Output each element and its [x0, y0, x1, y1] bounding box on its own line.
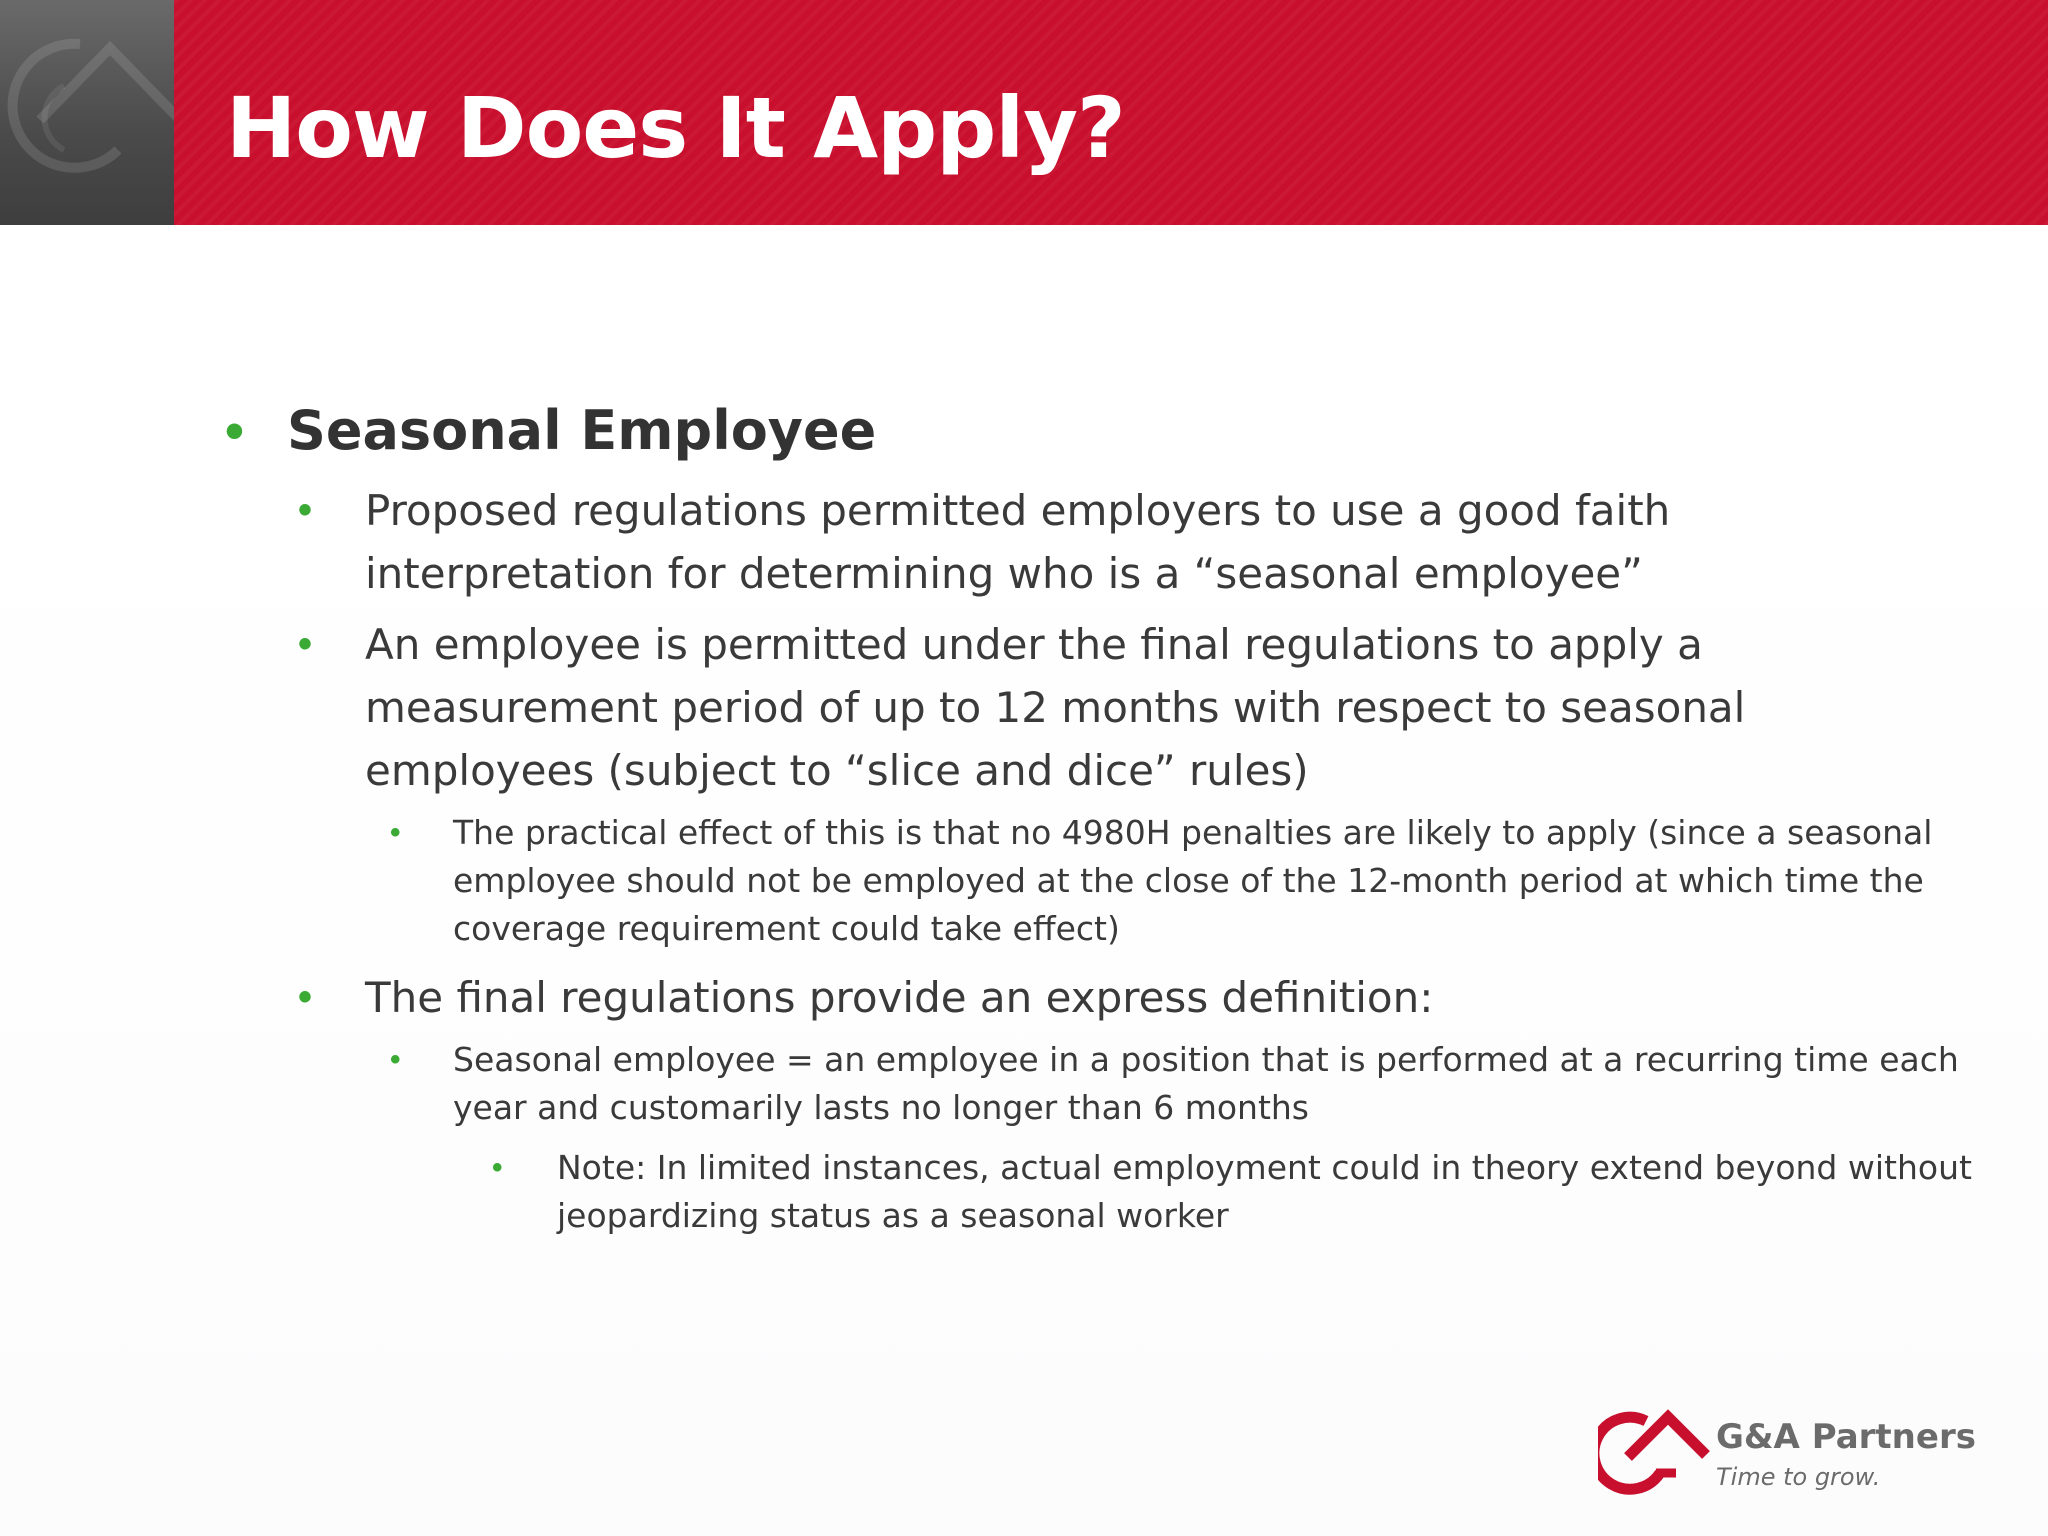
bullet-dot: •: [298, 622, 313, 666]
bullet-line: An employee is permitted under the final regulations to apply a: [365, 620, 1703, 669]
bullet-express-definition: [365, 966, 1845, 1029]
bullet-dot: •: [225, 401, 244, 461]
header-banner: [0, 0, 2048, 225]
bullet-dot: •: [298, 488, 313, 532]
bullet-line: Proposed regulations permitted employers to use a good faith: [365, 486, 1671, 535]
bullet-line: interpretation for determining who is a “seasonal employee”: [365, 549, 1643, 598]
bullet-seasonal-definition: [453, 1036, 1973, 1132]
bullet-line: The final regulations provide an express definition:: [365, 973, 1434, 1022]
bullet-proposed-regulations: [365, 479, 1845, 605]
brand-logo: [1598, 1405, 1976, 1495]
bullet-dot: •: [390, 816, 401, 849]
section-heading: Seasonal Employee: [287, 399, 877, 462]
header-logo-watermark: [0, 0, 174, 225]
bullet-note-limited-instances: [557, 1144, 1997, 1240]
bullet-line: jeopardizing status as a seasonal worker: [557, 1196, 1229, 1235]
bullet-measurement-period: [365, 613, 1845, 802]
bullet-line: coverage requirement could take effect): [453, 909, 1120, 948]
brand-name: G&A Partners: [1716, 1417, 1976, 1457]
page-title: How Does It Apply?: [226, 79, 1125, 177]
bullet-line: Seasonal employee = an employee in a position that is performed at a recurring time each: [453, 1040, 1959, 1079]
bullet-dot: •: [298, 975, 313, 1019]
bullet-line: year and customarily lasts no longer than 6 months: [453, 1088, 1310, 1127]
bullet-dot: •: [492, 1151, 503, 1184]
bullet-line: employee should not be employed at the close of the 12-month period at which time the: [453, 861, 1924, 900]
bullet-line: employees (subject to “slice and dice” rules): [365, 746, 1309, 795]
bullet-line: Note: In limited instances, actual employment could in theory extend beyond without: [557, 1148, 1972, 1187]
bullet-line: measurement period of up to 12 months with respect to seasonal: [365, 683, 1746, 732]
bullet-dot: •: [390, 1043, 401, 1076]
ga-logo-icon: [1598, 1405, 1710, 1495]
brand-tagline: Time to grow.: [1716, 1463, 1881, 1491]
ga-watermark-icon: [0, 0, 174, 225]
bullet-practical-effect: [453, 809, 1973, 953]
bullet-line: The practical effect of this is that no 4980H penalties are likely to apply (since a seasonal: [453, 813, 1933, 852]
